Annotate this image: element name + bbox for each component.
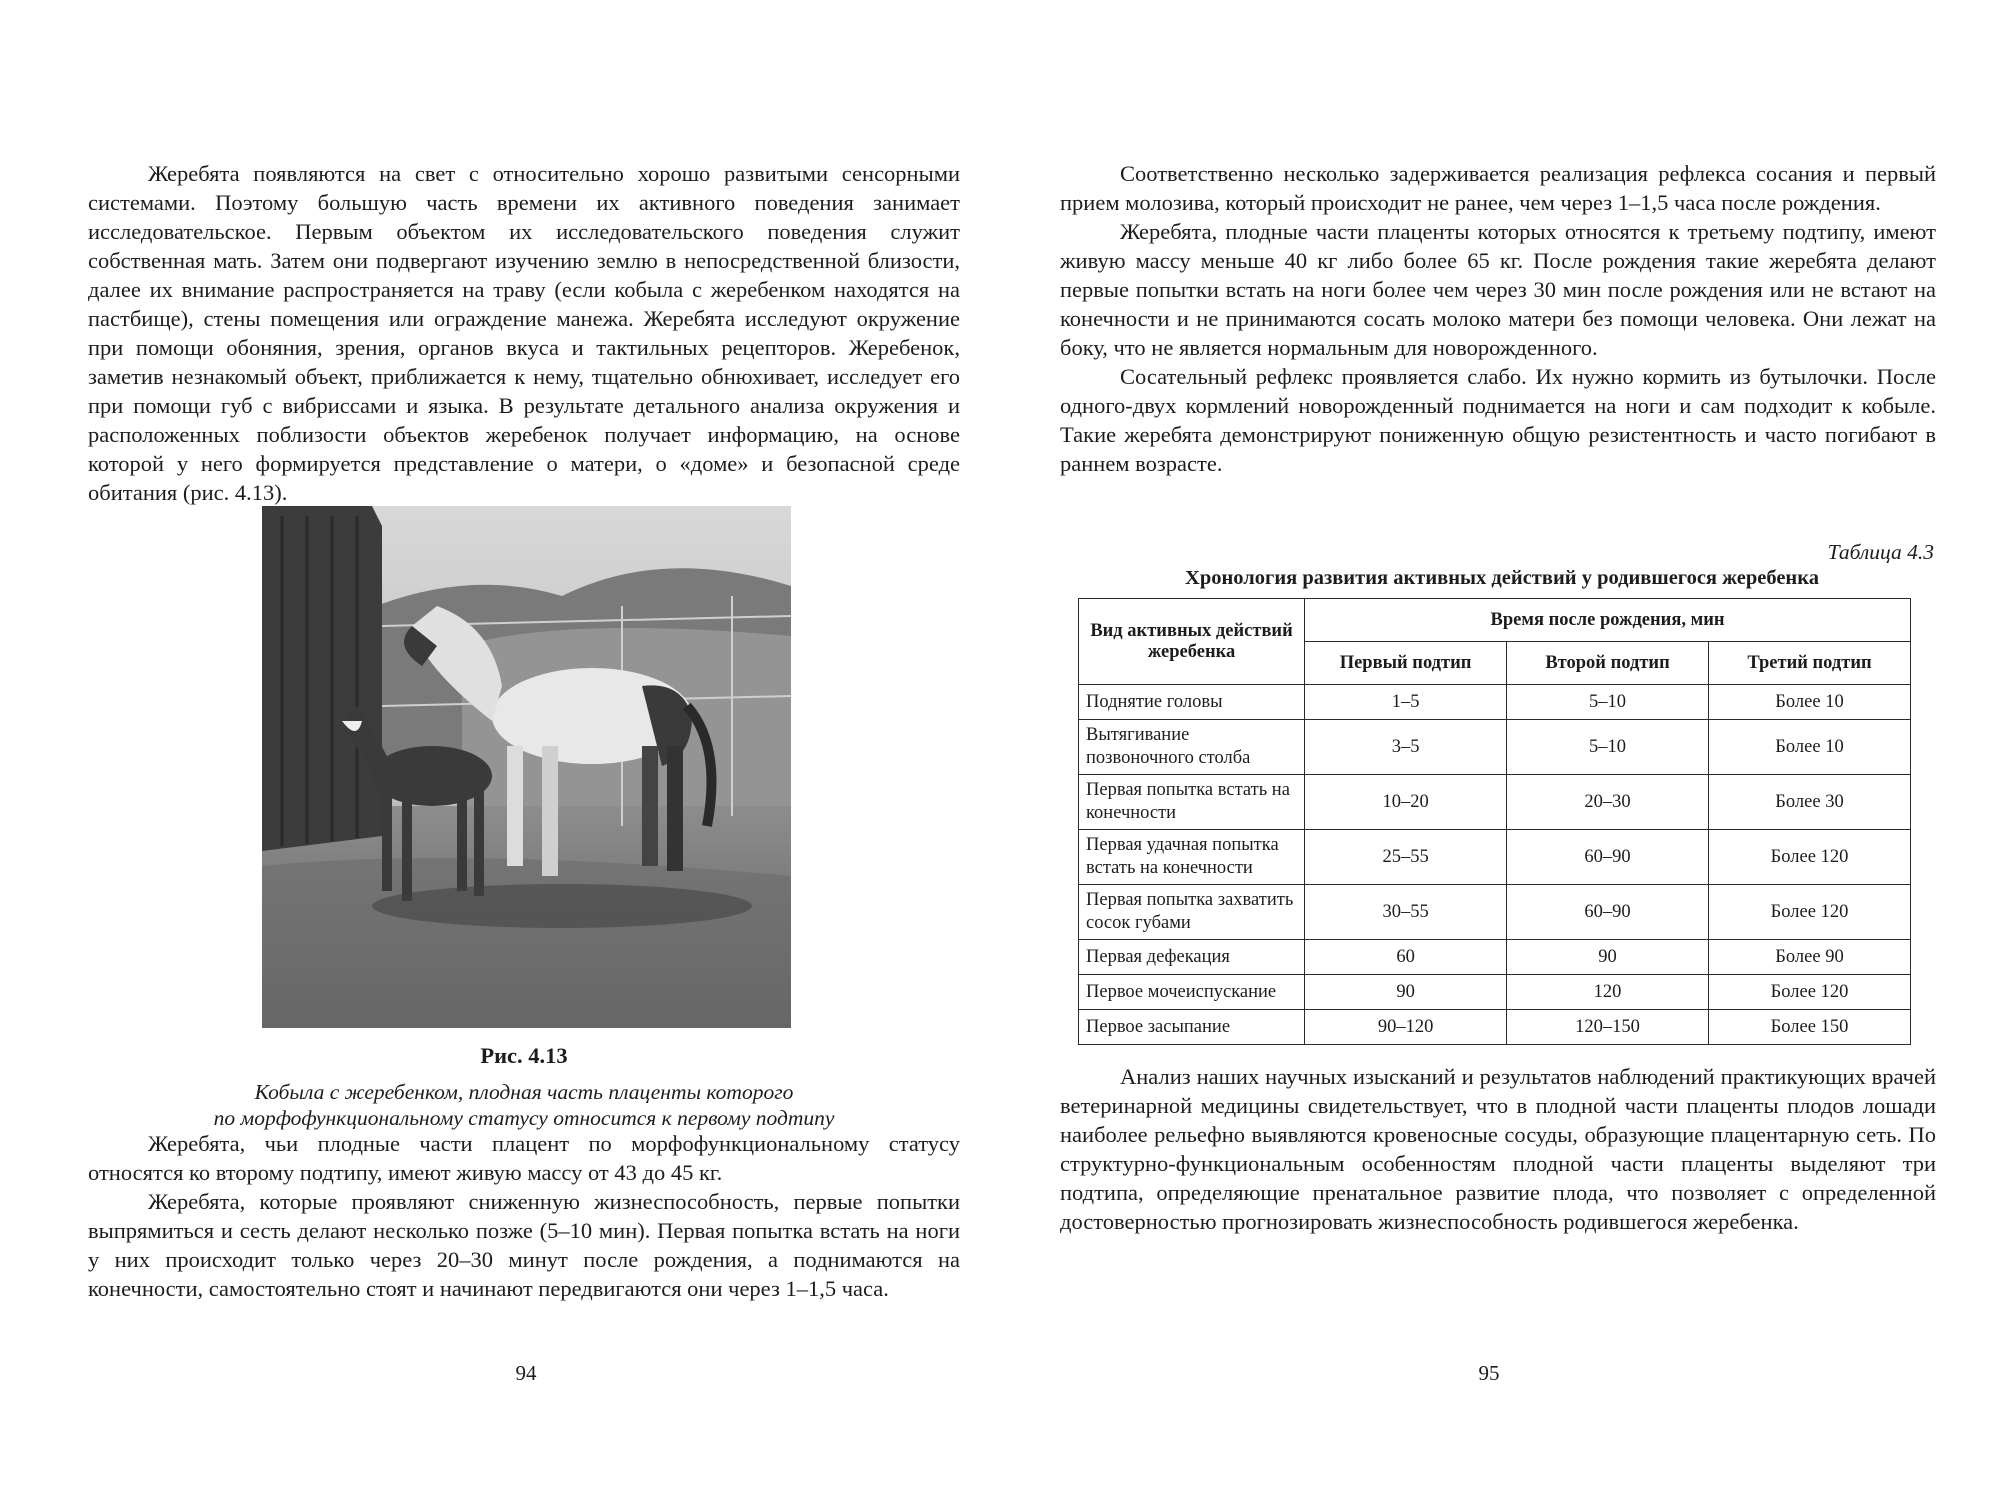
- table-row: [1079, 885, 1911, 940]
- figure-caption: [88, 1079, 960, 1131]
- table-cell: 120–150: [1507, 1010, 1709, 1045]
- paragraph: Жеребята, плодные части плаценты которых относятся к третьему подтипу, имеют живую массу меньше 40 кг либо более 65 кг. После рождения такие жеребята делают первые попытки встать на ноги более чем через 30 мин после рождения или не встают на конечности и не принимаются сосать молоко матери без помощи человека. Они лежат на боку, что не является нормальным для новорожденного.: [1060, 219, 1936, 360]
- table-cell: 5–10: [1507, 720, 1709, 775]
- table-cell: Более 30: [1709, 775, 1911, 830]
- table-cell: 1–5: [1305, 685, 1507, 720]
- right-bottom-text: [1060, 1062, 1936, 1236]
- mare-with-foal-image: [262, 506, 791, 1028]
- table-row: [1079, 830, 1911, 885]
- table-cell: Более 150: [1709, 1010, 1911, 1045]
- table-cell: Более 90: [1709, 940, 1911, 975]
- table-row: [1079, 720, 1911, 775]
- paragraph: Соответственно несколько задерживается реализация рефлекса сосания и первый прием молозива, который происходит не ранее, чем через 1–1,5 часа после рождения.: [1060, 161, 1936, 215]
- table-cell-action: Поднятие головы: [1079, 685, 1305, 720]
- table-row: [1079, 775, 1911, 830]
- column-header-subtype-2: Второй подтип: [1507, 642, 1709, 685]
- table-cell: 30–55: [1305, 885, 1507, 940]
- left-top-text: [88, 159, 960, 507]
- table-row: [1079, 1010, 1911, 1045]
- table-cell-action: Первая удачная попытка встать на конечности: [1079, 830, 1305, 885]
- table-cell: 60: [1305, 940, 1507, 975]
- table-cell-action: Первая попытка захватить сосок губами: [1079, 885, 1305, 940]
- table-cell: 90–120: [1305, 1010, 1507, 1045]
- figure-label: Рис. 4.13: [480, 1043, 568, 1068]
- right-top-text: [1060, 159, 1936, 478]
- table-cell: Более 10: [1709, 685, 1911, 720]
- table-cell: Более 120: [1709, 975, 1911, 1010]
- development-chronology-table: [1078, 598, 1911, 1045]
- table-row: [1079, 685, 1911, 720]
- column-header-action: Вид активных действий жеребенка: [1079, 599, 1305, 685]
- paragraph: Сосательный рефлекс проявляется слабо. Их нужно кормить из бутылочки. После одного-двух кормлений новорожденный поднимается на ноги и сам подходит к кобыле. Такие жеребята демонстрируют пониженную общую резистентность и часто погибают в раннем возрасте.: [1060, 364, 1936, 476]
- figure-caption-line: Кобыла с жеребенком, плодная часть плаценты которого: [254, 1080, 794, 1104]
- table-cell: 90: [1507, 940, 1709, 975]
- figure-caption-line: по морфофункциональному статусу относится к первому подтипу: [213, 1106, 835, 1130]
- table-cell: 60–90: [1507, 885, 1709, 940]
- column-group-header: Время после рождения, мин: [1305, 599, 1911, 642]
- table-cell: 20–30: [1507, 775, 1709, 830]
- table-cell: Более 10: [1709, 720, 1911, 775]
- table-cell: 5–10: [1507, 685, 1709, 720]
- table-title: Хронология развития активных действий у родившегося жеребенка: [1185, 567, 1819, 589]
- paragraph: Жеребята появляются на свет с относительно хорошо развитыми сенсорными системами. Поэтому большую часть времени их активного поведения занимает исследовательское. Первым объектом их исследовательского поведения служит собственная мать. Затем они подвергают изучению землю в непосредственной близости, далее их внимание распространяется на траву (если кобыла с жеребенком находятся на пастбище), стены помещения или ограждение манежа. Жеребята исследуют окружение при помощи обоняния, зрения, органов вкуса и тактильных рецепторов. Жеребенок, заметив незнакомый объект, приближается к нему, тщательно обнюхивает, исследует его при помощи губ с вибриссами и языка. В результате детального анализа окружения и расположенных поблизости объектов жеребенок получает информацию, на основе которой у него формируется представление о матери, о «доме» и безопасной среде обитания (рис. 4.13).: [88, 161, 960, 505]
- table-row: [1079, 975, 1911, 1010]
- table-cell: Более 120: [1709, 885, 1911, 940]
- page-number-left: 94: [515, 1361, 537, 1385]
- table-row: [1079, 940, 1911, 975]
- table-cell-action: Первое мочеиспускание: [1079, 975, 1305, 1010]
- column-header-subtype-3: Третий подтип: [1709, 642, 1911, 685]
- table-label: Таблица 4.3: [1827, 540, 1934, 564]
- table-cell: 10–20: [1305, 775, 1507, 830]
- page-number-right: 95: [1478, 1361, 1500, 1385]
- table-cell-action: Первая дефекация: [1079, 940, 1305, 975]
- left-bottom-text: [88, 1129, 960, 1303]
- table-cell: 120: [1507, 975, 1709, 1010]
- table-cell: 60–90: [1507, 830, 1709, 885]
- table-cell-action: Вытягивание позвоночного столба: [1079, 720, 1305, 775]
- table-cell-action: Первое засыпание: [1079, 1010, 1305, 1045]
- paragraph: Жеребята, которые проявляют сниженную жизнеспособность, первые попытки выпрямиться и сесть делают несколько позже (5–10 мин). Первая попытка встать на ноги у них происходит только через 20–30 минут после рождения, а поднимаются на конечности, самостоятельно стоят и начинают передвигаются они через 1–1,5 часа.: [88, 1189, 960, 1301]
- paragraph: Жеребята, чьи плодные части плацент по морфофункциональному статусу относятся ко второму подтипу, имеют живую массу от 43 до 45 кг.: [88, 1131, 960, 1185]
- table-cell: 25–55: [1305, 830, 1507, 885]
- horse-photo: [262, 506, 791, 1028]
- table-cell: 3–5: [1305, 720, 1507, 775]
- table-cell: Более 120: [1709, 830, 1911, 885]
- column-header-subtype-1: Первый подтип: [1305, 642, 1507, 685]
- table-cell-action: Первая попытка встать на конечности: [1079, 775, 1305, 830]
- paragraph: Анализ наших научных изысканий и результатов наблюдений практикующих врачей ветеринарной медицины свидетельствует, что в плодной части плаценты плодов лошади наиболее рельефно выявляются кровеносные сосуды, образующие плацентарную сеть. По структурно-функциональным особенностям плодной части плаценты выделяют три подтипа, определяющие пренатальное развитие плода, что позволяет с определенной достоверностью прогнозировать жизнеспособность родившегося жеребенка.: [1060, 1064, 1936, 1234]
- table-cell: 90: [1305, 975, 1507, 1010]
